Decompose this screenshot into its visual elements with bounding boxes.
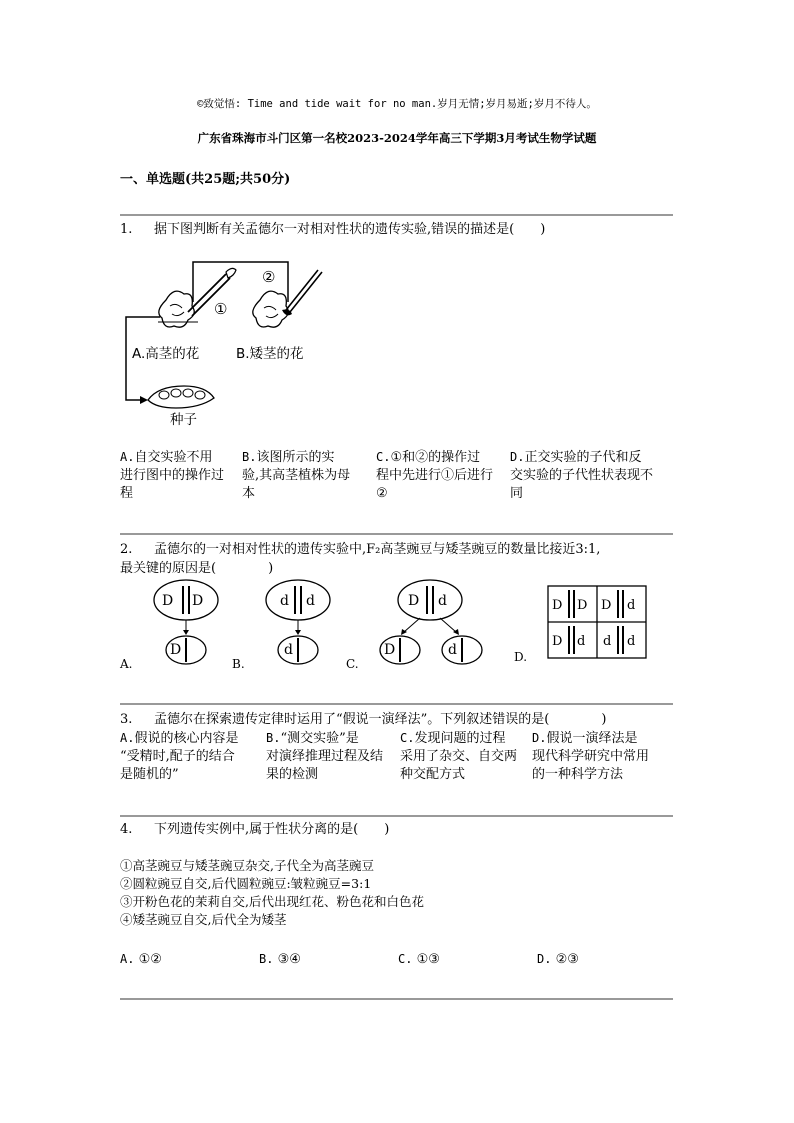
svg-text:d: d <box>438 593 447 609</box>
question-text: 下列遗传实例中,属于性状分离的是( ) <box>154 822 390 837</box>
svg-text:D: D <box>552 598 563 613</box>
q3-options <box>120 729 680 789</box>
q1-options <box>120 448 680 508</box>
question-number: 3. <box>120 712 133 727</box>
q1-option-d[interactable]: D.正交实验的子代和反 交实验的子代性状表现不 同 <box>510 450 654 501</box>
question-number: 2. <box>120 542 133 557</box>
divider <box>120 214 673 216</box>
svg-text:d: d <box>627 598 636 613</box>
short-flower-icon <box>253 291 288 327</box>
question-number: 1. <box>120 222 133 237</box>
svg-text:D: D <box>170 642 182 658</box>
svg-text:d: d <box>284 642 293 658</box>
question-text: 孟德尔在探索遗传定律时运用了“假说一演绎法”。下列叙述错误的是( ) <box>154 712 607 727</box>
q4-item-3: ③开粉色花的茉莉自交,后代出现红花、粉色花和白色花 <box>120 894 424 909</box>
question-2-stem <box>120 540 680 578</box>
q4-item-4: ④矮茎豌豆自交,后代全为矮茎 <box>120 912 287 927</box>
q4-option-c[interactable]: C. ①③ <box>398 952 440 967</box>
svg-text:D: D <box>601 598 612 613</box>
question-text: 孟德尔的一对相对性状的遗传实验中,F₂高茎豌豆与矮茎豌豆的数量比接近3:1, <box>154 542 601 557</box>
q1-option-c[interactable]: C.①和②的操作过 程中先进行①后进行 ② <box>376 450 494 501</box>
svg-text:d: d <box>280 593 289 609</box>
divider <box>120 998 673 1000</box>
q4-item-1: ①高茎豌豆与矮茎豌豆杂交,子代全为高茎豌豆 <box>120 858 374 873</box>
svg-text:d: d <box>306 593 315 609</box>
svg-text:d: d <box>603 634 612 649</box>
label-short-flower: B.矮茎的花 <box>236 346 304 362</box>
svg-text:D: D <box>552 634 563 649</box>
seed-pod-icon <box>148 386 214 408</box>
question-text: 据下图判断有关孟德尔一对相对性状的遗传实验,错误的描述是( ) <box>154 222 546 237</box>
svg-text:D: D <box>577 598 588 613</box>
q3-option-a[interactable]: A.假说的核心内容是 “受精时,配子的结合 是随机的” <box>120 731 239 782</box>
svg-text:D: D <box>162 593 174 609</box>
svg-text:d: d <box>577 634 586 649</box>
question-3-stem <box>120 710 680 729</box>
svg-text:D: D <box>408 593 420 609</box>
q3-option-c[interactable]: C.发现问题的过程 采用了杂交、自交两 种交配方式 <box>400 731 518 782</box>
section-heading: 一、单选题(共25题;共50分) <box>120 172 291 187</box>
svg-text:d: d <box>448 642 457 658</box>
question-4-stem <box>120 820 680 839</box>
question-1-stem <box>120 220 545 239</box>
svg-text:D: D <box>192 593 204 609</box>
motto: ©致觉悟: Time and tide wait for no man.岁月无情;岁月易逝;岁月不待人。 <box>197 98 597 110</box>
mark-2: ② <box>262 268 276 286</box>
divider <box>120 703 673 705</box>
divider <box>120 533 673 535</box>
q1-option-a[interactable]: A.自交实验不用 进行图中的操作过 程 <box>120 450 225 501</box>
q3-option-b[interactable]: B.“测交实验”是 对演绎推理过程及结 果的检测 <box>266 731 384 782</box>
q4-option-b[interactable]: B. ③④ <box>259 952 301 967</box>
label-tall-flower: A.高茎的花 <box>132 346 200 362</box>
q2-option-c-label[interactable]: C. <box>346 657 359 671</box>
q1-figure <box>118 252 338 432</box>
q2-option-b-label[interactable]: B. <box>232 657 245 671</box>
tweezers-icon <box>188 268 236 316</box>
q2-option-d-label[interactable]: D. <box>514 650 528 664</box>
svg-text:d: d <box>627 634 636 649</box>
divider <box>120 815 673 817</box>
page-title: 广东省珠海市斗门区第一名校2023-2024学年高三下学期3月考试生物学试题 <box>197 131 597 145</box>
label-seed: 种子 <box>170 412 197 428</box>
question-text-2: 最关键的原因是( ) <box>120 561 274 576</box>
question-number: 4. <box>120 822 133 837</box>
q4-option-d[interactable]: D. ②③ <box>537 952 579 967</box>
q4-item-2: ②圆粒豌豆自交,后代圆粒豌豆:皱粒豌豆=3:1 <box>120 876 372 891</box>
svg-text:D: D <box>384 642 396 658</box>
q3-option-d[interactable]: D.假说一演绎法是 现代科学研究中常用 的一种科学方法 <box>532 731 650 782</box>
q1-option-b[interactable]: B.该图所示的实 验,其高茎植株为母 本 <box>242 450 351 501</box>
q4-option-a[interactable]: A. ①② <box>120 952 162 967</box>
mark-1: ① <box>214 300 228 318</box>
q2-figures <box>118 578 678 674</box>
q2-option-a-label[interactable]: A. <box>120 657 133 671</box>
